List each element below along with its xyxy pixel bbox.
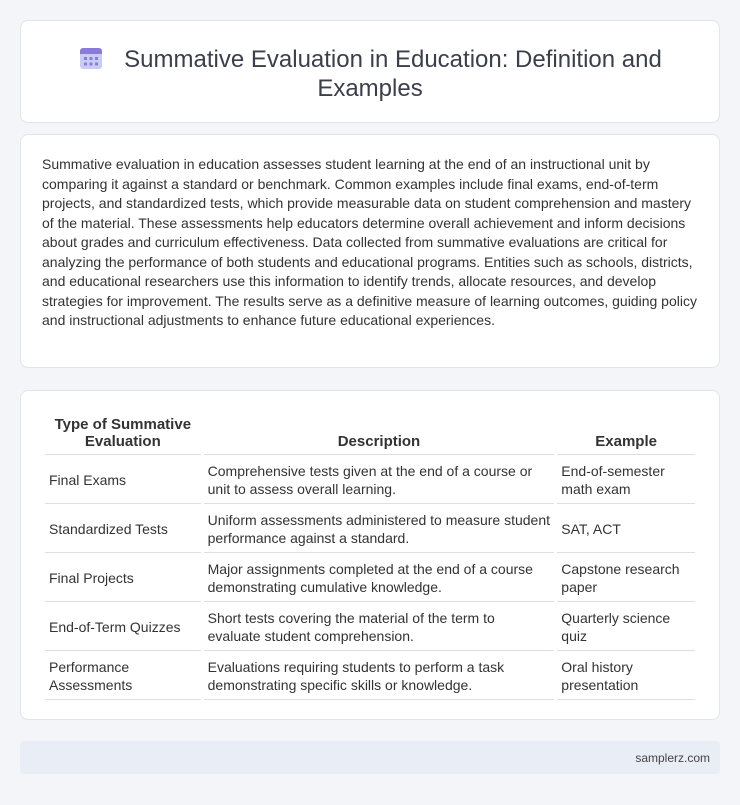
column-header-type: Type of Summative Evaluation [45, 414, 201, 455]
title-card [20, 20, 720, 123]
footer [20, 741, 720, 774]
cell-example: Capstone research paper [557, 553, 695, 602]
cell-example: Oral history presentation [557, 651, 695, 700]
table-row [45, 602, 695, 651]
footer-site-link[interactable]: samplerz.com [635, 751, 710, 765]
column-header-description: Description [204, 414, 555, 455]
table-row [45, 651, 695, 700]
table-row [45, 553, 695, 602]
cell-description: Major assignments completed at the end of a course demonstrating cumulative knowledge. [204, 553, 555, 602]
cell-description: Short tests covering the material of the term to evaluate student comprehension. [204, 602, 555, 651]
cell-type: Final Exams [45, 455, 201, 504]
table-card [20, 390, 720, 720]
cell-type: Performance Assessments [45, 651, 201, 700]
page-title [21, 45, 719, 103]
cell-description: Evaluations requiring students to perform a task demonstrating specific skills or knowledge. [204, 651, 555, 700]
page-title-text: Summative Evaluation in Education: Definition and Examples [124, 46, 662, 102]
summary-card [20, 134, 720, 368]
evaluation-table [42, 414, 698, 700]
cell-type: Standardized Tests [45, 504, 201, 553]
cell-example: Quarterly science quiz [557, 602, 695, 651]
calendar-icon [78, 45, 104, 71]
cell-example: End-of-semester math exam [557, 455, 695, 504]
column-header-example: Example [557, 414, 695, 455]
cell-description: Comprehensive tests given at the end of a course or unit to assess overall learning. [204, 455, 555, 504]
table-row [45, 504, 695, 553]
summary-paragraph: Summative evaluation in education assesses student learning at the end of an instructional unit by comparing it against a standard or benchmark. Common examples include final exams, end-of-term projects, and standardized tests, which provide measurable data on student comprehension and mastery of the material. These assessments help educators determine overall achievement and inform decisions about grades and curriculum effectiveness. Data collected from summative evaluations are critical for analyzing the performance of both students and educational programs. Entities such as schools, districts, and educational researchers use this information to identify trends, allocate resources, and develop strategies for improvement. The results serve as a definitive measure of learning outcomes, guiding policy and instructional adjustments to enhance future educational experiences. [42, 156, 697, 328]
table-header-row [45, 414, 695, 455]
cell-description: Uniform assessments administered to measure student performance against a standard. [204, 504, 555, 553]
table-row [45, 455, 695, 504]
cell-example: SAT, ACT [557, 504, 695, 553]
cell-type: End-of-Term Quizzes [45, 602, 201, 651]
cell-type: Final Projects [45, 553, 201, 602]
